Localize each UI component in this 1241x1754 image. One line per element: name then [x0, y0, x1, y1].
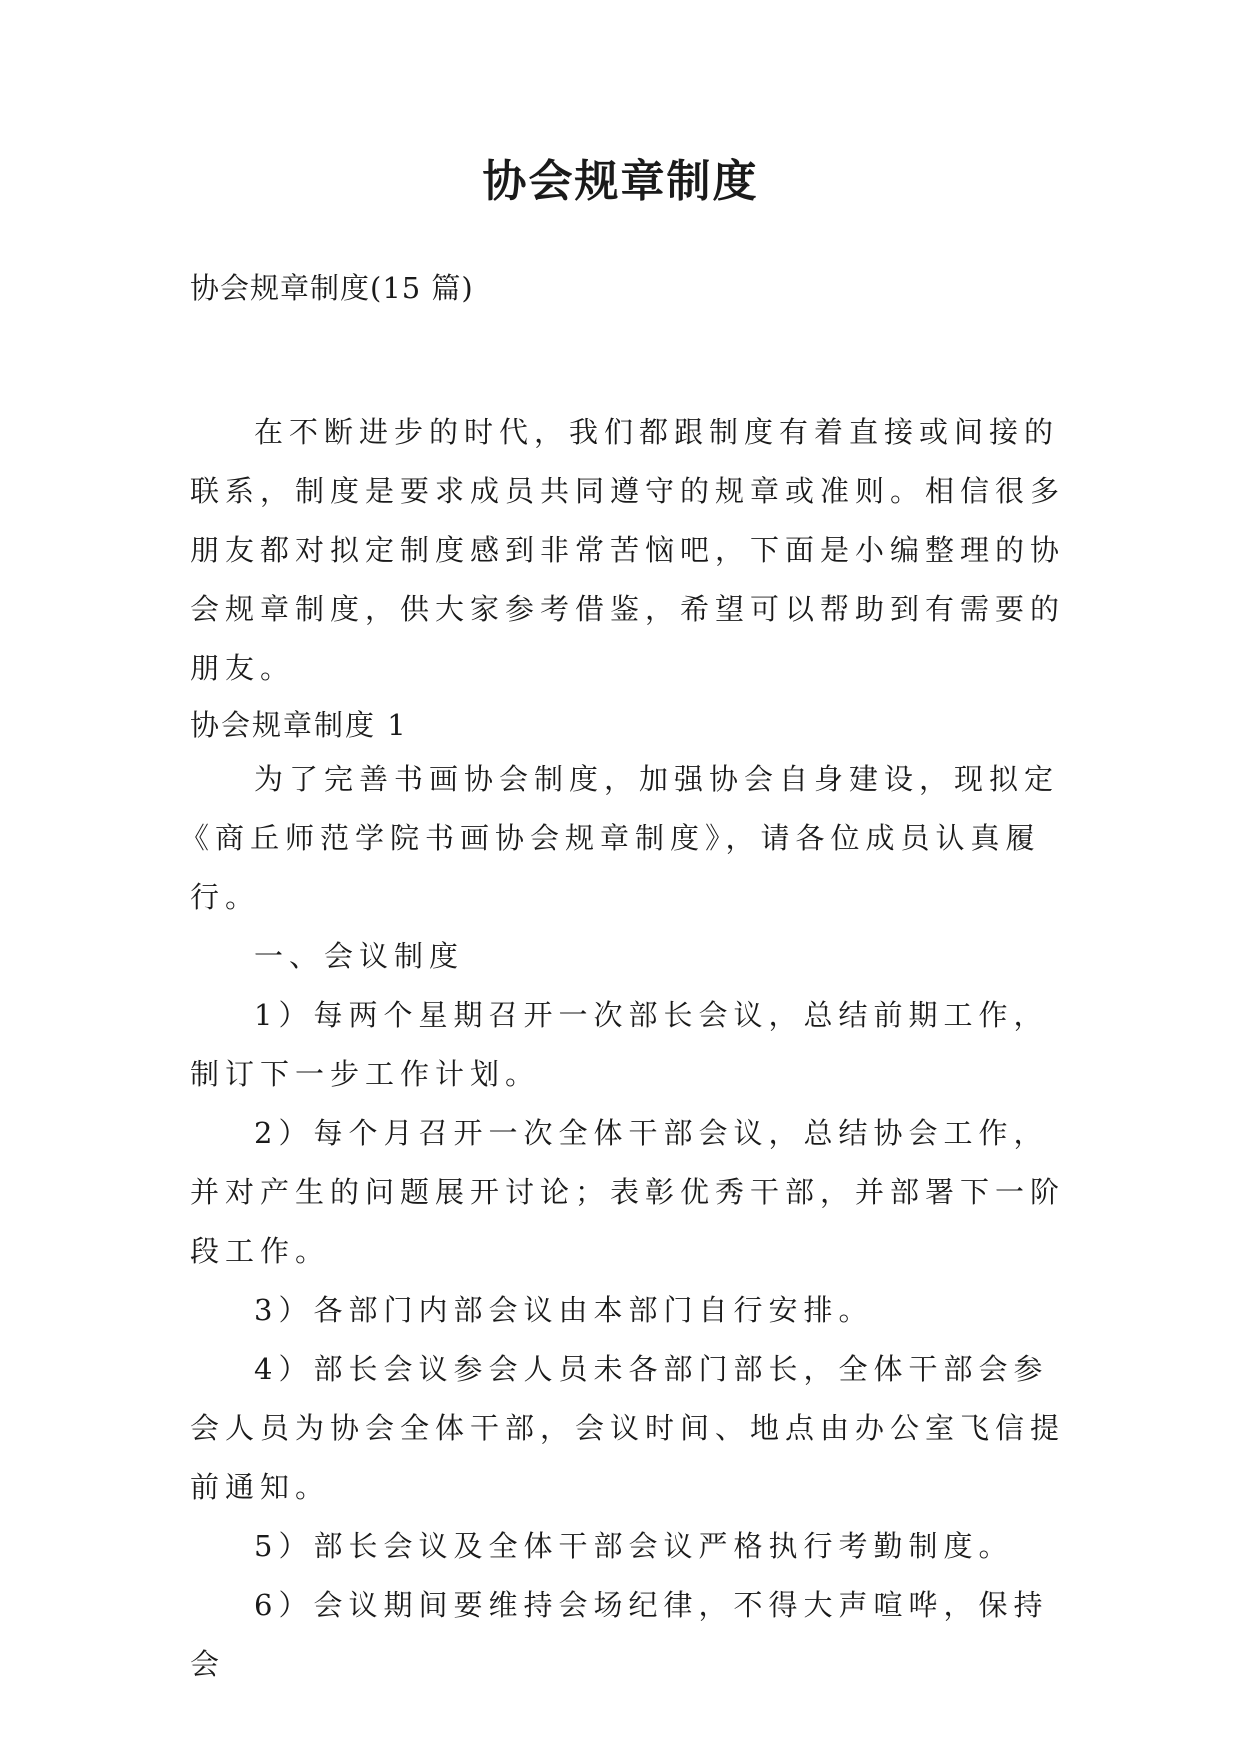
body-paragraph: 《商丘师范学院书画协会规章制度》，请各位成员认真履行。	[180, 821, 1041, 914]
section-body	[180, 750, 1066, 1694]
section-heading: 协会规章制度 1	[190, 708, 408, 742]
intro-paragraph: 在不断进步的时代，我们都跟制度有着直接或间接的联系，制度是要求成员共同遵守的规章或准则。相信很多朋友都对拟定制度感到非常苦恼吧，下面是小编整理的协会规章制度，供大家参考借鉴，希望可以帮助到有需要的朋友。	[190, 415, 1066, 685]
body-paragraph: 5）部长会议及全体干部会议严格执行考勤制度。	[254, 1529, 1014, 1563]
body-paragraph: 1）每两个星期召开一次部长会议，总结前期工作，制订下一步工作计划。	[190, 998, 1049, 1091]
body-paragraph: 2）每个月召开一次全体干部会议，总结协会工作，并对产生的问题展开讨论；表彰优秀干部，并部署下一阶段工作。	[190, 1116, 1066, 1268]
document-subtitle: 协会规章制度(15 篇)	[190, 271, 474, 305]
body-paragraph: 为了完善书画协会制度，加强协会自身建设，现拟定	[254, 762, 1060, 796]
document-title: 协会规章制度	[482, 156, 759, 207]
body-paragraph: 4）部长会议参会人员未各部门部长，全体干部会参会人员为协会全体干部，会议时间、地点由办公室飞信提前通知。	[190, 1352, 1066, 1504]
body-paragraph: 6）会议期间要维持会场纪律，不得大声喧哗，保持会	[190, 1588, 1049, 1681]
intro-section	[190, 403, 1065, 698]
body-paragraph: 3）各部门内部会议由本部门自行安排。	[254, 1293, 874, 1327]
subsection-heading: 一、会议制度	[254, 939, 465, 973]
